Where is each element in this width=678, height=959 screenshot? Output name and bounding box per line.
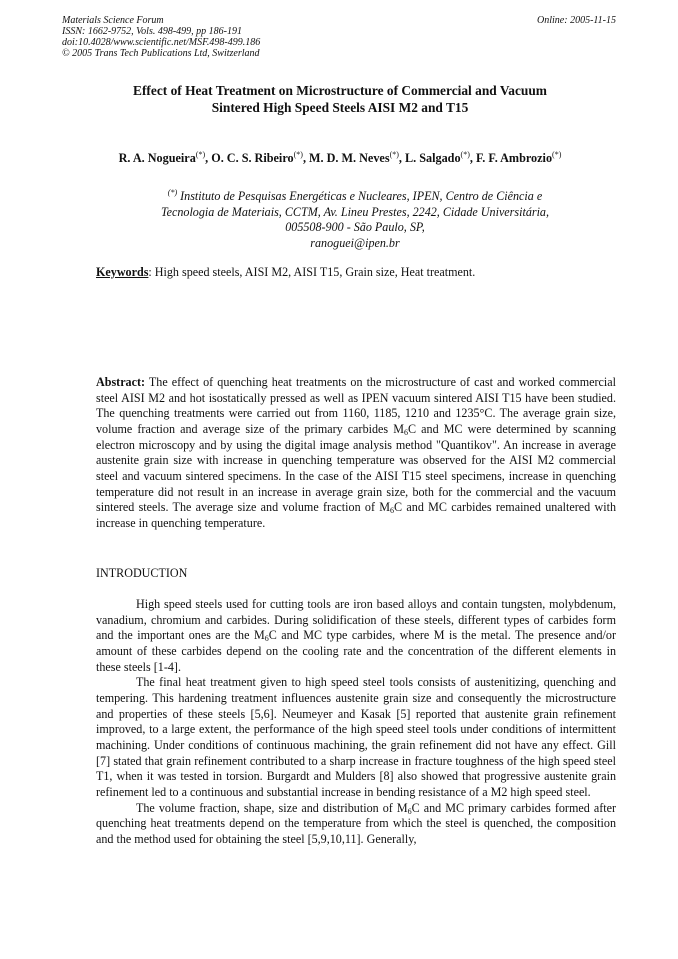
keywords [96, 265, 616, 280]
abstract-label: Abstract: [96, 375, 146, 389]
affiliation [96, 185, 614, 251]
paragraph: The volume fraction, shape, size and distribution of $M_6C$ and MC primary carbides formed after quenching heat treatments depend on the temperature from which the steel is quenched, the composition and the method used for obtaining the steel [5,9,10,11]. Generally, [96, 800, 616, 846]
paragraph: The final heat treatment given to high speed steel tools consists of austenitizing, quenching and tempering. This hardening treatment influences austenite grain size and consequently the microstructure and properties of these steels [5,6]. Neumeyer and Kasak [5] reported that austenite grain refinement improved, to a large extent, the performance of the high speed steel tools under conditions of intermittent machining. Under conditions of continuous machining, the grain refinement did not have any effect. Gill [7] stated that grain refinement contributed to a sharp increase in fracture toughness of the high speed steel T1, when it was tested in torsion. Burgardt and Mulders [8] also showed that progressive austenite grain refinement led to a continuous and substantial increase in bending resistance of a M2 high speed steel. [96, 675, 616, 799]
issn-line: ISSN: 1662-9752, Vols. 498-499, pp 186-191 [62, 26, 242, 37]
title-line-2: Sintered High Speed Steels AISI M2 and T15 [211, 100, 469, 115]
keywords-label: Keywords [96, 265, 149, 279]
author-list [60, 147, 620, 166]
title-line-1: Effect of Heat Treatment on Microstructure of Commercial and Vacuum [133, 83, 547, 98]
copyright-line: © 2005 Trans Tech Publications Ltd, Switzerland [62, 48, 260, 59]
online-date: Online: 2005-11-15 [537, 15, 616, 26]
paper-title [60, 82, 620, 116]
author: R. A. Nogueira(*), [118, 150, 212, 165]
author: L. Salgado(*), [405, 150, 476, 165]
page-header [62, 15, 616, 59]
abstract: Abstract: The effect of quenching heat treatments on the microstructure of cast and worked commercial steel AISI M2 and hot isostatically pressed as well as IPEN vacuum sintered AISI T15 have been studied. The quenching treatments were carried out from 1160, 1185, 1210 and 1235°C. The average grain size, volume fraction and average size of the primary carbides $M_6C$ and MC were determined by scanning electron microscopy and by using the digital image analysis method "Quantikov". An increase in average austenite grain size with increase in quenching temperature was observed for the AISI M2 commercial steel and vacuum sintered specimens. In the case of the AISI T15 steel specimens, increase in quenching temperature did not result in an increase in average grain size, both for the commercial and the vacuum sintered steels. The average size and volume fraction of $M_6C$ and MC carbides remained unaltered with increase in quenching temperature. [96, 375, 616, 530]
affiliation-line-3: 005508-900 - São Paulo, SP, [285, 220, 425, 235]
author: M. D. M. Neves(*), [309, 150, 405, 165]
keywords-text: : High speed steels, AISI M2, AISI T15, Grain size, Heat treatment. [148, 265, 476, 279]
paragraph: High speed steels used for cutting tools are iron based alloys and contain tungsten, molybdenum, vanadium, chromium and carbides. During solidification of these steels, different types of carbides form and the important ones are the $M_6C$ and MC type carbides, where M is the metal. The presence and/or amount of these carbides depend on the cooling rate and the concentration of the different elements in these steels [1-4]. [96, 597, 616, 674]
journal-name: Materials Science Forum [62, 15, 164, 26]
author: F. F. Ambrozio(*) [475, 150, 562, 165]
affiliation-line-1: (*) Instituto de Pesquisas Energéticas e Nucleares, IPEN, Centro de Ciência e [167, 188, 543, 203]
section-heading-introduction: INTRODUCTION [96, 566, 188, 580]
introduction-body [96, 597, 616, 848]
author: O. C. S. Ribeiro(*), [211, 150, 310, 165]
author-email: ranoguei@ipen.br [310, 235, 400, 250]
affiliation-line-2: Tecnologia de Materiais, CCTM, Av. Lineu Prestes, 2242, Cidade Universitária, [161, 204, 549, 219]
doi-line: doi:10.4028/www.scientific.net/MSF.498-499.186 [62, 37, 261, 48]
